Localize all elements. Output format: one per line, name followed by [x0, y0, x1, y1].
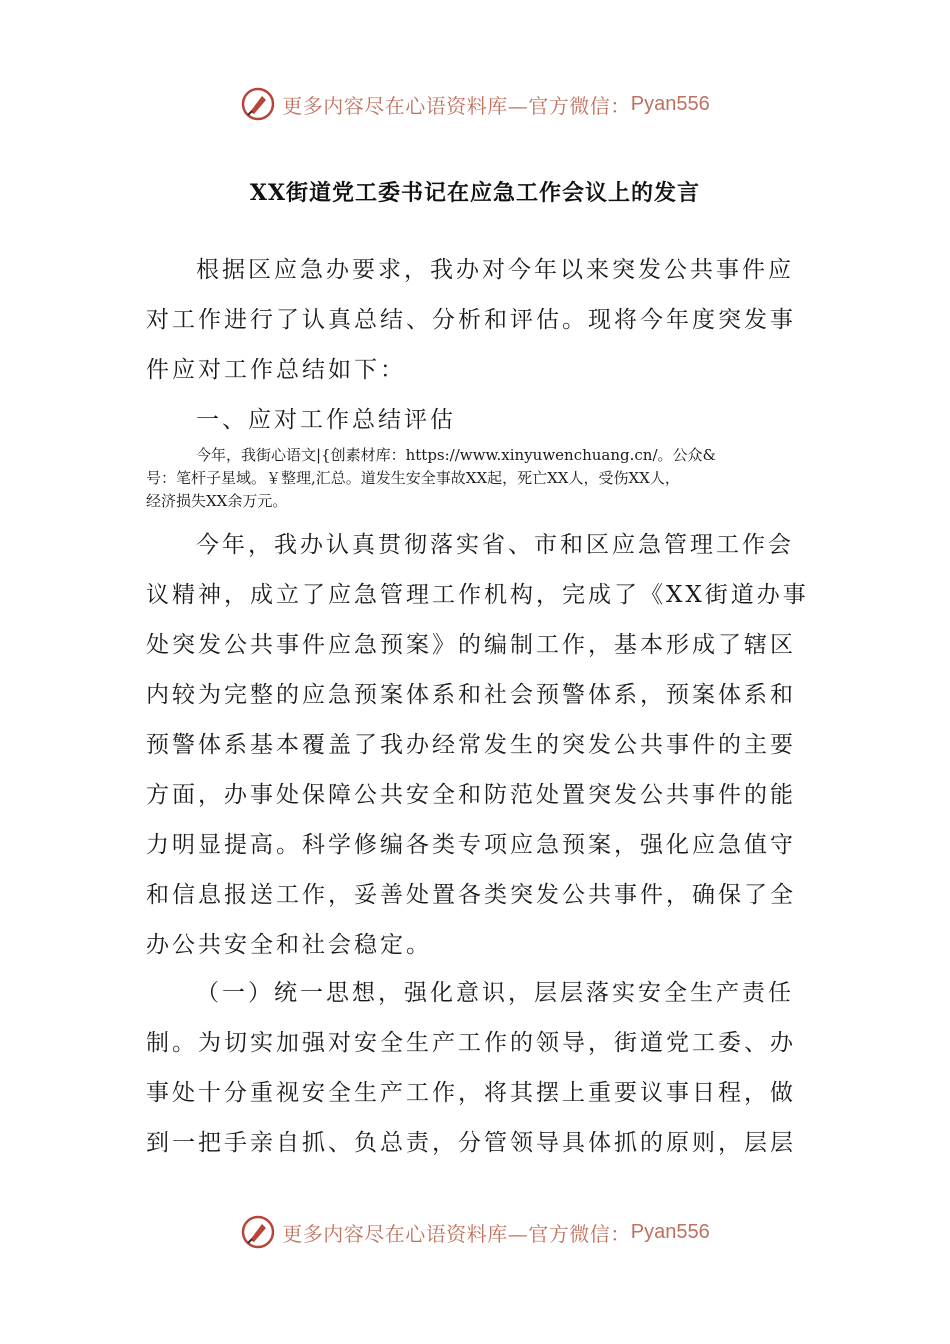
pen-nib-logo-icon [240, 1214, 276, 1250]
body-paragraph-3 [146, 968, 806, 1168]
pen-nib-logo-icon [240, 86, 276, 122]
body-paragraph-2 [146, 520, 809, 970]
note-line: 号：笔杆子星域。￥整理,汇总。道发生安全事故XX起，死亡XX人，受伤XX人， [146, 469, 680, 487]
intro-paragraph [146, 245, 806, 395]
section-heading [146, 395, 806, 445]
section1-heading: 一、应对工作总结评估 [196, 407, 456, 433]
note-line: 经济损失XX余万元。 [146, 492, 288, 510]
footer-banner [0, 1212, 950, 1252]
banner-text: 更多内容尽在心语资料库—官方微信： [282, 93, 631, 118]
paragraph-line: 件应对工作总结如下： [146, 357, 406, 383]
paragraph-line: 议精神，成立了应急管理工作机构，完成了《XX街道办事 [146, 582, 809, 608]
paragraph-line: 和信息报送工作，妥善处置各类突发公共事件，确保了全 [146, 882, 796, 908]
paragraph-line: 内较为完整的应急预案体系和社会预警体系，预案体系和 [146, 682, 796, 708]
wechat-id: Pyan556 [630, 1220, 710, 1243]
inserted-note [146, 444, 826, 513]
paragraph-line: 力明显提高。科学修编各类专项应急预案，强化应急值守 [146, 832, 796, 858]
header-banner [0, 84, 950, 124]
paragraph-line: 方面，办事处保障公共安全和防范处置突发公共事件的能 [146, 782, 796, 808]
note-line: 今年，我街心语文|{创素材库：https://www.xinyuwenchuang.cn/。公众& [196, 446, 716, 464]
paragraph-line: 根据区应急办要求，我办对今年以来突发公共事件应 [196, 257, 794, 283]
paragraph-line: 到一把手亲自抓、负总责，分管领导具体抓的原则，层层 [146, 1130, 796, 1156]
banner-text: 更多内容尽在心语资料库—官方微信： [282, 1221, 631, 1246]
paragraph-line: 事处十分重视安全生产工作，将其摆上重要议事日程，做 [146, 1080, 796, 1106]
paragraph-line: 办公共安全和社会稳定。 [146, 932, 432, 958]
wechat-id: Pyan556 [630, 92, 710, 115]
paragraph-line: 预警体系基本覆盖了我办经常发生的突发公共事件的主要 [146, 732, 796, 758]
document-title: XX街道党工委书记在应急工作会议上的发言 [249, 180, 701, 206]
paragraph-line: （一）统一思想，强化意识，层层落实安全生产责任 [196, 980, 794, 1006]
paragraph-line: 对工作进行了认真总结、分析和评估。现将今年度突发事 [146, 307, 796, 333]
paragraph-line: 今年，我办认真贯彻落实省、市和区应急管理工作会 [196, 532, 794, 558]
paragraph-line: 处突发公共事件应急预案》的编制工作，基本形成了辖区 [146, 632, 796, 658]
paragraph-line: 制。为切实加强对安全生产工作的领导，街道党工委、办 [146, 1030, 796, 1056]
